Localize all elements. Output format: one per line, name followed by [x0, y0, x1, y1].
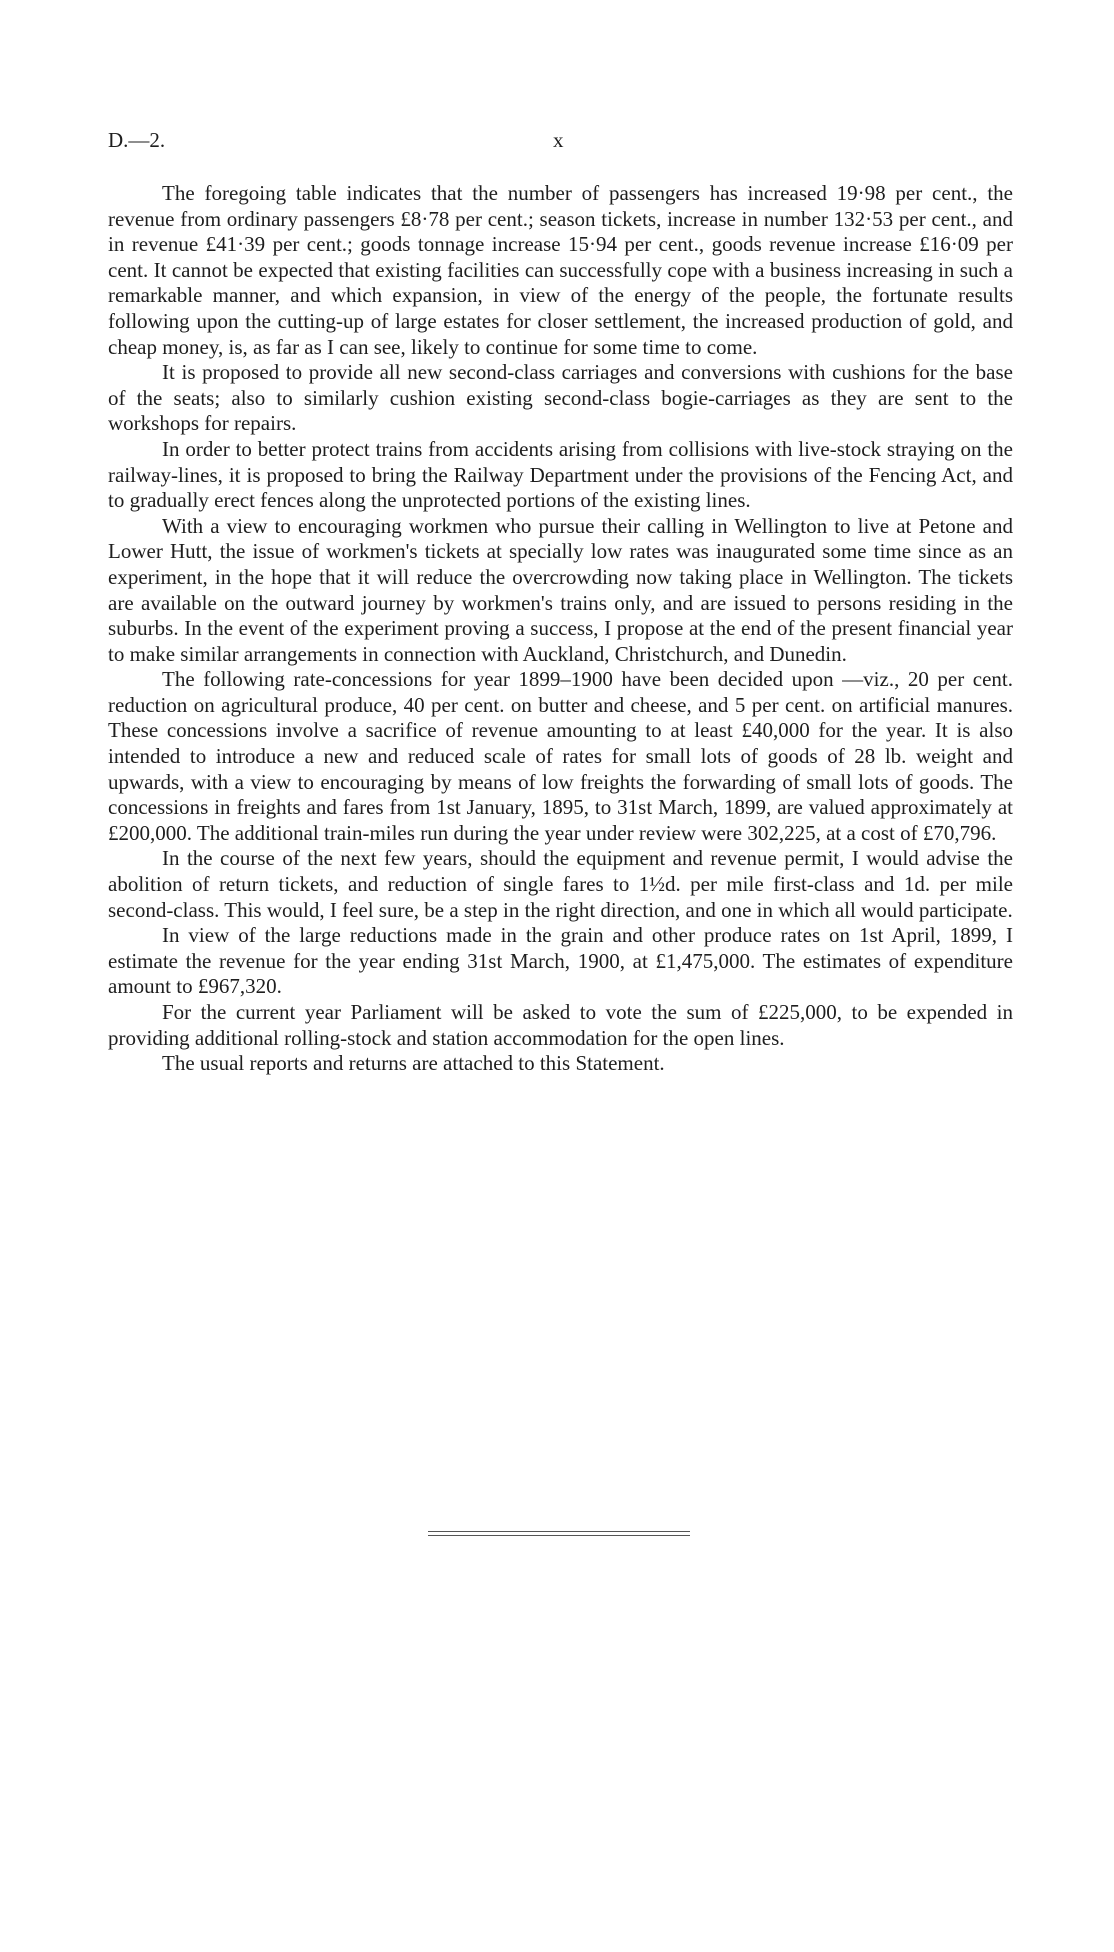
paragraph-workmens-tickets: With a view to encouraging workmen who pursue their calling in Wellington to live at Petone and Lower Hutt, the issue of workmen's tickets at specially low rates was inaugurated some time since as an experiment, in the hope that it will reduce the overcrowding now taking place in Wellington. The tickets are available on the outward journey by workmen's trains only, and are issued to persons residing in the suburbs. In the event of the experiment proving a success, I propose at the end of the present financial year to make similar arrangements in connection with Auckland, Christchurch, and Dunedin.	[108, 513, 1013, 666]
paragraph-rate-concessions: The following rate-concessions for year 1899–1900 have been decided upon —viz., 20 per cent. reduction on agricultural produce, 40 per cent. on butter and cheese, and 5 per cent. on artificial manures. These concessions involve a sacrifice of revenue amounting to at least £40,000 for the year. It is also intended to introduce a new and reduced scale of rates for small lots of goods of 28 lb. weight and upwards, with a view to encouraging by means of low freights the forwarding of small lots of goods. The concessions in freights and fares from 1st January, 1895, to 31st March, 1899, are valued approximately at £200,000. The additional train-miles run during the year under review were 302,225, at a cost of £70,796.	[108, 667, 1013, 845]
page-number: x	[553, 128, 564, 152]
paragraph-parliament-vote: For the current year Parliament will be asked to vote the sum of £225,000, to be expended in providing additional rolling-stock and station accommodation for the open lines.	[108, 1000, 1013, 1050]
paragraph-revenue-estimate: In view of the large reductions made in the grain and other produce rates on 1st April, 1899, I estimate the revenue for the year ending 31st March, 1900, at £1,475,000. The estimates of expenditure amount to £967,320.	[108, 923, 1013, 999]
paragraph-cushions: It is proposed to provide all new second-class carriages and conversions with cushions for the base of the seats; also to similarly cushion existing second-class bogie-carriages as they are sent to the workshops for repairs.	[108, 360, 1013, 436]
page-header	[108, 128, 1013, 158]
paragraph-reports-attached: The usual reports and returns are attached to this Statement.	[162, 1051, 665, 1076]
paragraph-return-tickets: In the course of the next few years, should the equipment and revenue permit, I would advise the abolition of return tickets, and reduction of single fares to 1½d. per mile first-class and 1d. per mile second-class. This would, I feel sure, be a step in the right direction, and one in which all would participate.	[108, 846, 1013, 922]
paragraph-fencing: In order to better protect trains from accidents arising from collisions with live-stock straying on the railway-lines, it is proposed to bring the Railway Department under the provisions of the Fencing Act, and to gradually erect fences along the unprotected portions of the existing lines.	[108, 436, 1013, 513]
paragraph-traffic-increase: The foregoing table indicates that the number of passengers has increased 19·98 per cent., the revenue from ordinary passengers £8·78 per cent.; season tickets, increase in number 132·53 per cent., and in revenue £41·39 per cent.; goods tonnage increase 15·94 per cent., goods revenue increase £16·09 per cent. It cannot be expected that existing facilities can successfully cope with a business increasing in such a remarkable manner, and which expansion, in view of the energy of the people, the fortunate results following upon the cutting-up of large estates for closer settlement, the increased production of gold, and cheap money, is, as far as I can see, likely to continue for some time to come.	[108, 181, 1013, 359]
closing-double-rule	[428, 1531, 690, 1532]
body-text	[108, 181, 1013, 1077]
document-reference: D.—2.	[108, 128, 166, 152]
